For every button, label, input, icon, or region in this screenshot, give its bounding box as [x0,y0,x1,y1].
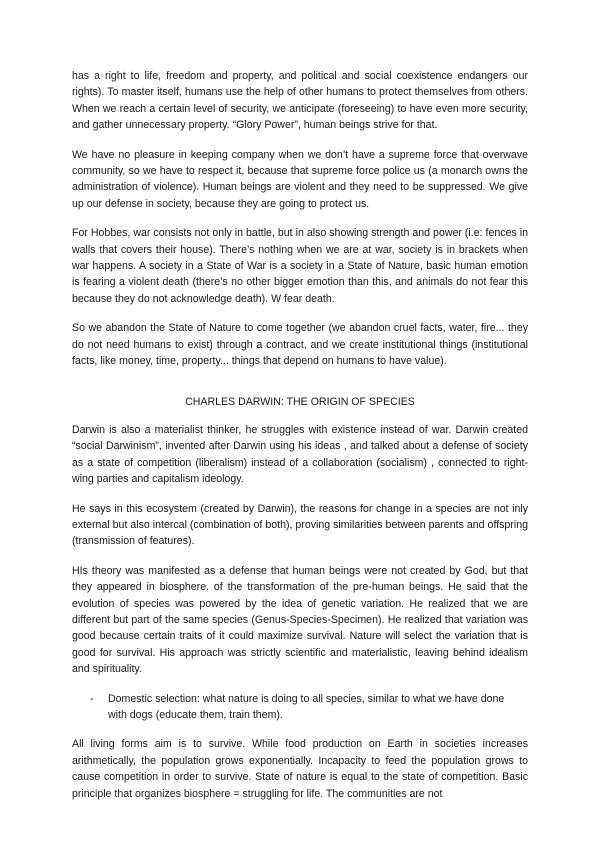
section-heading-darwin: CHARLES DARWIN: THE ORIGIN OF SPECIES [185,395,415,408]
list-item [72,691,528,724]
paragraph-hobbes-rights: has a right to life, freedom and property, and political and social coexistence endangers our rights). To master itself, humans use the help of other humans to protect themselves from others. When we reach a certain level of security, we anticipate (foreseeing) to have even more security, and gather unnecessary property. “Glory Power”, human beings strive for that. [72,70,528,132]
document-page [72,68,528,815]
paragraph-survival: All living forms aim is to survive. While food production on Earth in societies increases arithmetically, the population grows exponentially. Incapacity to feed the population grows to cause competition in order to survive. State of nature is equal to the state of competition. Basic principle that organizes biosphere = struggling for life. The communities are not [72,738,528,800]
paragraph-darwin-ecosystem: He says in this ecosystem (created by Darwin), the reasons for change in a species are not inly external but also intercal (combination of both), proving similarities between parents and offspring (transmission of features). [72,502,528,548]
paragraph-darwin-social: Darwin is also a materialist thinker, he struggles with existence instead of war. Darwin created “social Darwinism”, invented after Darwin using his ideas , and talked about a defense of society as a state of competition (liberalism) instead of a collaboration (socialism) , connected to right-wing parties and capitalism ideology. [72,423,528,486]
paragraph-hobbes-supreme-force: We have no pleasure in keeping company when we don’t have a supreme force that overwave community, so we have to respect it, because that supreme force police us (a monarch owns the administration of violence). Human beings are violent and they need to be suppressed. We give up our defense in society, because they are going to protect us. [72,148,528,210]
bullet-list [72,691,528,724]
list-item-text: Domestic selection: what nature is doing to all species, similar to what we have done with dogs (educate them, train them). [108,692,505,721]
paragraph-darwin-theory: HIs theory was manifested as a defense that human beings were not created by God, but that they appeared in biosphere. of the transformation of the pre-human beings. He said that the evolution of species was powered by the idea of genetic variation. He realized that we are different but part of the same species (Genus-Species-Specimen). He realized that variation was good because certain traits of it could maximize survival. Nature will select the variation that is good for survival. His approach was strictly scientific and materialistic, leaving behind idealism and spirituality. [72,564,528,676]
list-bullet-dash: - [90,692,94,705]
paragraph-hobbes-war: For Hobbes, war consists not only in battle, but in also showing strength and power (i.e: fences in walls that covers their house). There’s nothing when we are at war, society is in brackets when war happens. A society in a State of War is a society in a State of Nature, basic human emotion is fearing a violent death (there’s no other bigger emotion than this, and animals do not fear this because they do not acknowledge death). W fear death. [72,227,528,305]
paragraph-hobbes-contract: So we abandon the State of Nature to come together (we abandon cruel facts, water, fire... they do not need humans to exist) through a contract, and we create institutional things (institutional facts, like money, time, property... things that depend on humans to have value). [72,322,528,368]
